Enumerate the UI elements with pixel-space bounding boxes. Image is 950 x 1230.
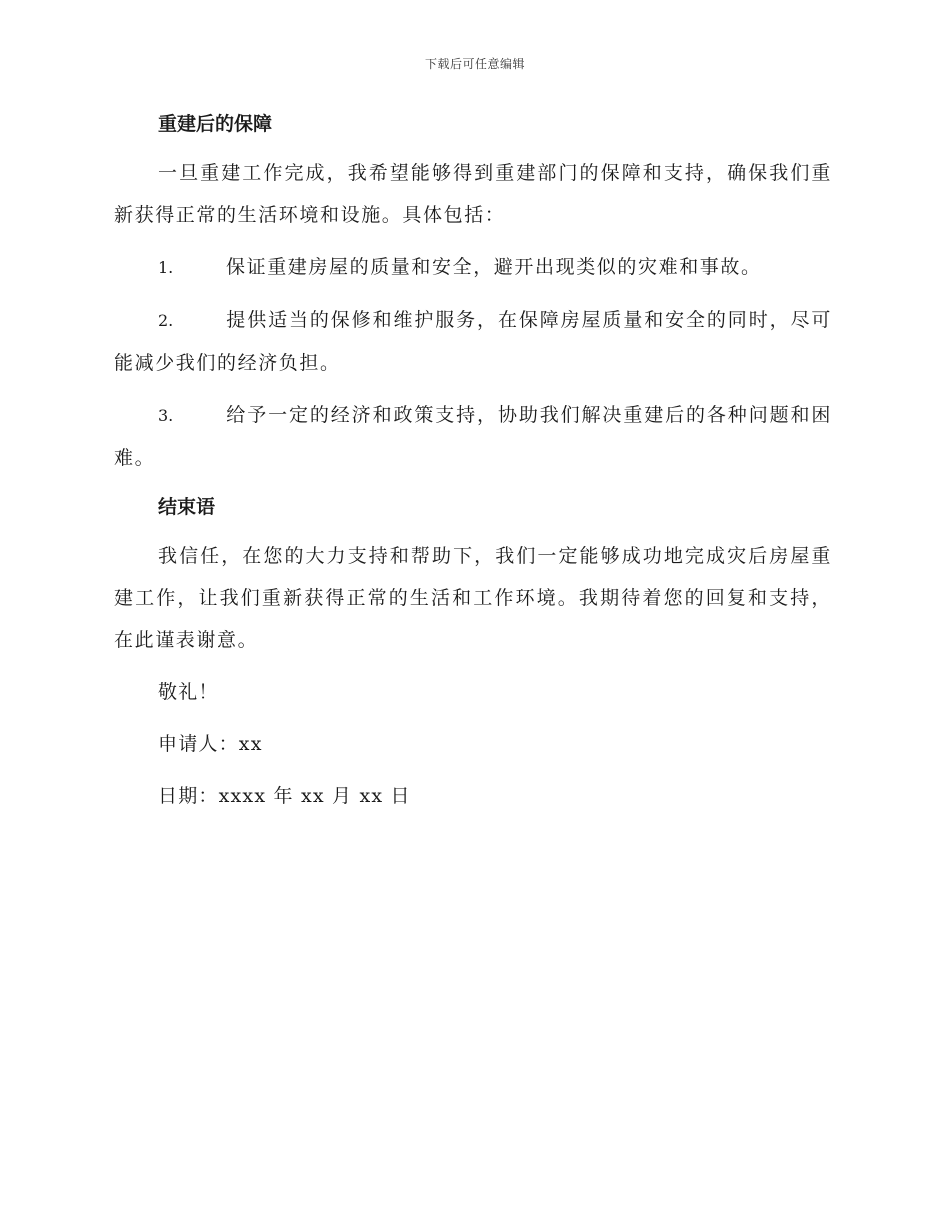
list-text: 提供适当的保修和维护服务，在保障房屋质量和安全的同时，尽可能减少我们的经济负担。: [114, 309, 832, 374]
list-text: 保证重建房屋的质量和安全，避开出现类似的灾难和事故。: [226, 256, 762, 278]
date-line: 日期：xxxx 年 xx 月 xx 日: [158, 785, 411, 807]
closing-paragraph: 我信任，在您的大力支持和帮助下，我们一定能够成功地完成灾后房屋重建工作，让我们重新获得正常的生活和工作环境。我期待着您的回复和支持，在此谨表谢意。: [114, 545, 832, 651]
salutation: 敬礼！: [158, 681, 219, 703]
list-item-3: [114, 394, 832, 479]
list-item-1: [114, 246, 832, 289]
document-body: [114, 106, 832, 817]
list-item-2: [114, 299, 832, 384]
section-heading-closing: 结束语: [158, 496, 216, 518]
applicant-line: 申请人：xx: [158, 733, 263, 755]
list-text: 给予一定的经济和政策支持，协助我们解决重建后的各种问题和困难。: [114, 404, 832, 469]
list-number: 3.: [158, 406, 174, 425]
section-heading-guarantee: 重建后的保障: [158, 113, 273, 135]
page-header: 下载后可任意编辑: [424, 57, 525, 71]
list-number: 2.: [158, 311, 174, 330]
intro-paragraph: 一旦重建工作完成，我希望能够得到重建部门的保障和支持，确保我们重新获得正常的生活环境和设施。具体包括：: [114, 162, 832, 226]
list-number: 1.: [158, 258, 174, 277]
